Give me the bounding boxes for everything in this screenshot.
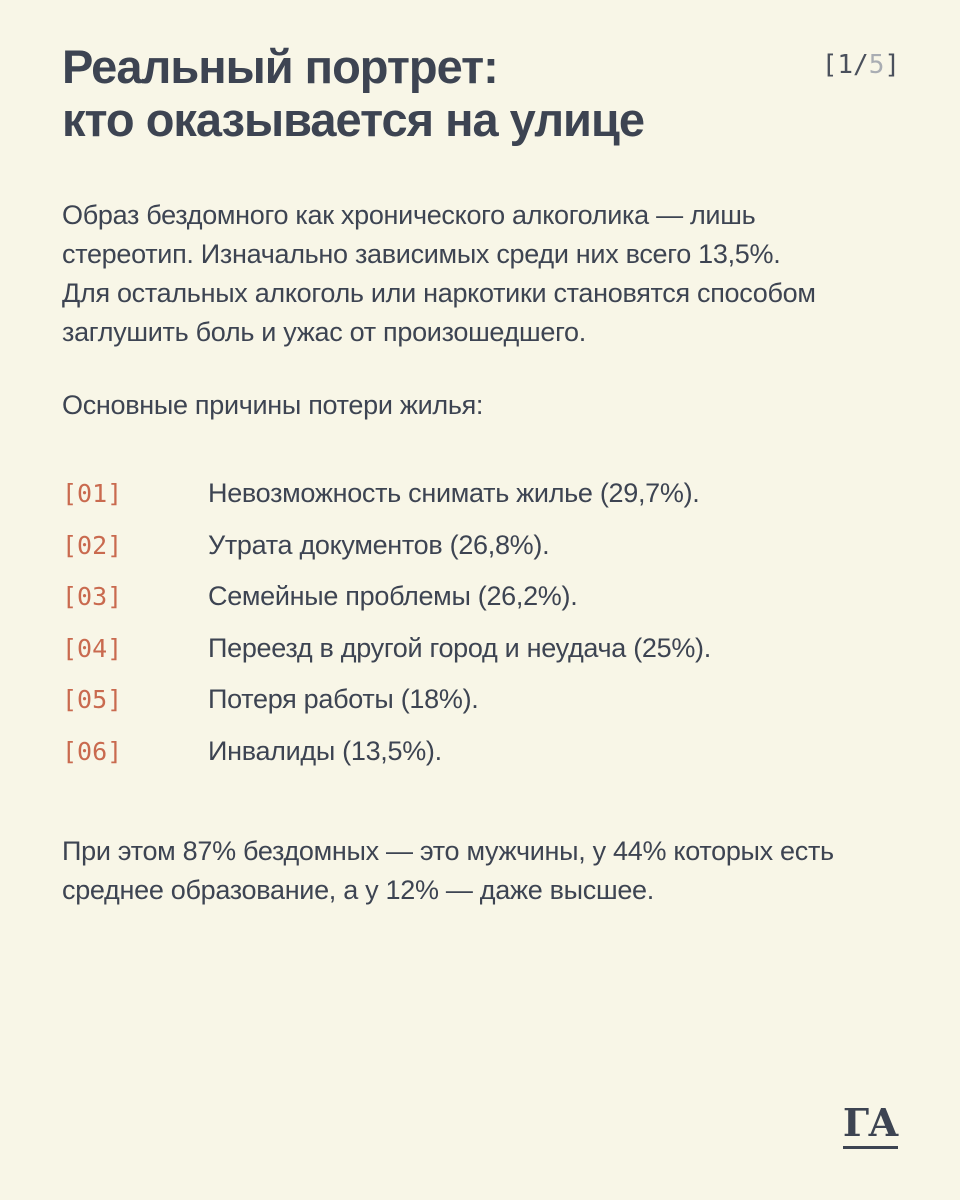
brand-logo: ГА bbox=[843, 1104, 898, 1149]
reason-number: [01] bbox=[62, 479, 123, 509]
reasons-heading: Основные причины потери жилья: bbox=[62, 390, 484, 420]
reasons-list bbox=[62, 468, 922, 777]
reason-text: Утрата документов (26,8%). bbox=[208, 529, 550, 560]
reason-number: [04] bbox=[62, 633, 123, 663]
page-title bbox=[62, 40, 782, 146]
title-line-1: Реальный портрет: bbox=[62, 40, 498, 93]
list-item bbox=[62, 468, 922, 520]
intro-line: заглушить боль и ужас от произошедшего. bbox=[62, 317, 586, 347]
list-item bbox=[62, 571, 922, 623]
intro-paragraph bbox=[62, 196, 912, 352]
list-item bbox=[62, 520, 922, 572]
reason-text: Инвалиды (13,5%). bbox=[208, 735, 442, 766]
intro-line: Образ бездомного как хронического алкоголика — лишь bbox=[62, 200, 756, 230]
list-item bbox=[62, 674, 922, 726]
title-line-2: кто оказывается на улице bbox=[62, 93, 644, 146]
page-counter-open: [1/ bbox=[821, 50, 869, 80]
reason-number: [02] bbox=[62, 530, 123, 560]
reason-number: [05] bbox=[62, 685, 123, 715]
closing-line: При этом 87% бездомных — это мужчины, у 44% которых есть bbox=[62, 836, 834, 866]
page-counter-close: ] bbox=[884, 50, 900, 80]
reason-text: Семейные проблемы (26,2%). bbox=[208, 581, 578, 612]
intro-line: Для остальных алкоголь или наркотики становятся способом bbox=[62, 278, 816, 308]
page-counter bbox=[822, 50, 900, 80]
reason-number: [06] bbox=[62, 736, 123, 766]
page-counter-total: 5 bbox=[868, 50, 885, 80]
reason-number: [03] bbox=[62, 582, 123, 612]
intro-line: стереотип. Изначально зависимых среди них всего 13,5%. bbox=[62, 239, 781, 269]
reason-text: Невозможность снимать жилье (29,7%). bbox=[208, 478, 700, 509]
closing-paragraph bbox=[62, 832, 912, 910]
reason-text: Потеря работы (18%). bbox=[208, 684, 479, 715]
reason-text: Переезд в другой город и неудача (25%). bbox=[208, 632, 711, 663]
closing-line: среднее образование, а у 12% — даже высшее. bbox=[62, 875, 654, 905]
list-item bbox=[62, 726, 922, 778]
list-item bbox=[62, 623, 922, 675]
